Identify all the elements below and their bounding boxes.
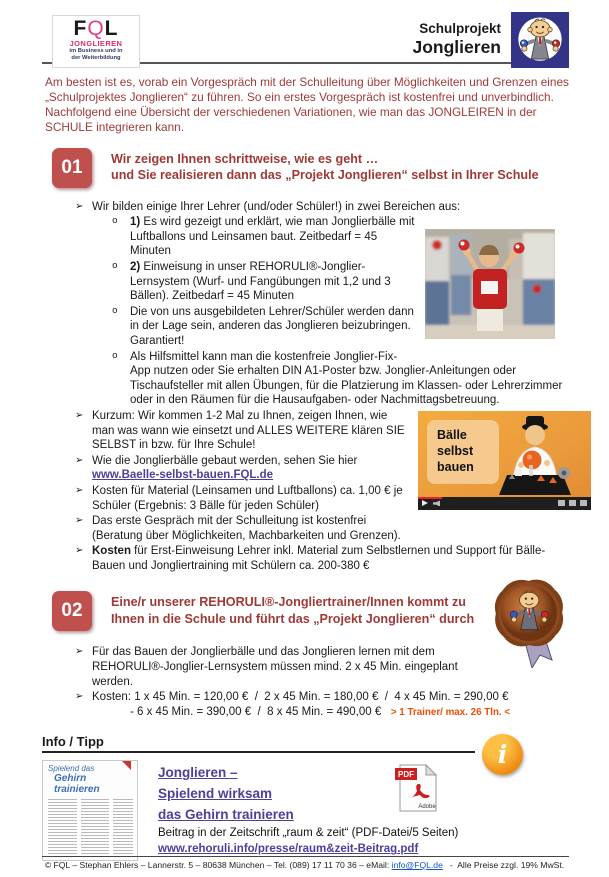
section-1-number: 01	[52, 148, 92, 188]
arrow-bullet-icon: ➢	[75, 515, 84, 527]
svg-text:PDF: PDF	[398, 770, 414, 780]
list-item: ➢ Wie die Jonglierbälle gebaut werden, sehen Sie hier www.Baelle-selbst-bauen.FQL.de	[75, 454, 358, 482]
article-caption: Beitrag in der Zeitschrift „raum & zeit“ (PDF-Datei/5 Seiten)	[158, 827, 459, 840]
intro-paragraph: Am besten ist es, vorab ein Vorgespräch mit der Schulleitung über Möglichkeiten und Grenzen eines „Schulprojektes Jonglieren“ zu führen. So ein erstes Vorgespräch ist kostenfrei und unverbindlich. Nachfolgend eine Übersicht der verschiedenen Variationen, wie man das JONGLEIREN in der SCHULE integrieren kann.	[45, 75, 569, 134]
article-pdf-link[interactable]: www.rehoruli.info/presse/raum&zeit-Beitrag.pdf	[158, 843, 419, 856]
arrow-bullet-icon: ➢	[75, 484, 84, 496]
magazine-article-thumbnail: Spielend das Gehirn trainieren	[42, 760, 138, 861]
list-subitem: o 2) Einweisung in unser REHORULI®-Jonglier-Lernsystem (Wurf- und Fangübungen mit 1,2 und 3 Bällen). Zeitbedarf = 45 Minuten	[112, 260, 391, 303]
page-title-line2: Jonglieren	[412, 37, 501, 57]
list-item: ➢ Kosten: 1 x 45 Min. = 120,00 € / 2 x 45 Min. = 180,00 € / 4 x 45 Min. = 290,00 € - 6 x 45 Min. = 390,00 € / 8 x 45 Min. = 490,00 € > 1 Trainer/ max. 26 Tln. <	[75, 691, 511, 718]
trainer-note: > 1 Trainer/ max. 26 Tln. <	[390, 706, 511, 718]
list-item: ➢ Kosten für Material (Leinsamen und Luftballons) ca. 1,00 € je Schüler (Ergebnis: 3 Bälle für jeden Schüler)	[75, 484, 403, 512]
circle-bullet-icon: o	[112, 349, 118, 361]
section-2-title	[111, 594, 474, 627]
fql-logo	[52, 15, 140, 68]
fql-logo-subtitle1: im Business und in	[69, 48, 123, 54]
info-icon: i	[482, 734, 523, 775]
section-1-title-line1: Wir zeigen Ihnen schrittweise, wie es geht …	[111, 151, 379, 166]
thumbnail-decoration	[122, 761, 131, 770]
section-2-title-line2: Ihnen in die Schule und führt das „Projekt Jonglieren“ durch	[111, 611, 475, 626]
list-item: ➢ Kurzum: Wir kommen 1-2 Mal zu Ihnen, zeigen Ihnen, wie man was wann wie einsetzt und ALLES WEITERE klären SIE SELBST in bzw. für Ihre Schule!	[75, 409, 405, 452]
section-2-list	[45, 645, 568, 720]
header	[0, 0, 609, 60]
section-1-title-line2: und Sie realisieren dann das „Projekt Jonglieren“ selbst in Ihrer Schule	[111, 168, 539, 183]
list-item: ➢ Für das Bauen der Jonglierbälle und das Jonglieren lernen mit dem REHORULI®-Jonglier-Lernsystem müssen mind. 2 x 45 Min. eingeplant werden.	[75, 646, 458, 688]
fql-logo-letters: FQL	[73, 17, 119, 40]
section-2-title-line1: Eine/r unserer REHORULI®-Jongliertrainer/Innen kommt zu	[111, 595, 466, 610]
section-1-header	[52, 148, 569, 188]
circle-bullet-icon: o	[112, 304, 118, 316]
info-tipp-heading: Info / Tipp	[42, 734, 104, 750]
list-subitem: o Die von uns ausgebildeten Lehrer/Schüler werden dann in der Lage sein, anderen das Jonglieren beizubringen. Garantiert!	[112, 304, 414, 347]
arrow-bullet-icon: ➢	[75, 691, 84, 703]
arrow-bullet-icon: ➢	[75, 200, 84, 212]
article-link-line1[interactable]: Jonglieren –	[158, 765, 238, 781]
page-title-line1: Schulprojekt	[419, 21, 501, 36]
fql-logo-word: JONGLIEREN	[69, 39, 123, 48]
page-title	[413, 21, 502, 57]
article-link-line3[interactable]: das Gehirn trainieren	[158, 807, 294, 823]
fql-logo-subtitle2: der Weiterbildung	[71, 54, 121, 61]
info-tipp-section	[42, 734, 569, 861]
arrow-bullet-icon: ➢	[75, 409, 84, 421]
footer-divider	[42, 856, 569, 857]
fullscreen-icon[interactable]	[580, 500, 587, 506]
theater-mode-icon[interactable]	[569, 500, 576, 506]
arrow-bullet-icon: ➢	[75, 454, 84, 466]
list-item: ➢ Das erste Gespräch mit der Schulleitung ist kostenfrei (Beratung über Möglichkeiten, Machbarkeiten und Grenzen).	[75, 515, 401, 542]
list-subitem: o Als Hilfsmittel kann man die kostenfreie Jonglier-Fix-App nutzen oder Sie erhalten DIN A1-Poster bzw. Jonglier-Anleitungen oder Tischaufsteller mit allen Übungen, für die Platzierung im Klassen- oder Lehrerzimmer oder in den Räumen für die Hausaufgaben- oder Nachmittagsbetreuung.	[112, 349, 563, 407]
arrow-bullet-icon: ➢	[75, 646, 84, 658]
circle-bullet-icon: o	[112, 260, 118, 271]
pdf-icon[interactable]	[394, 764, 438, 812]
juggler-badge-icon	[511, 12, 569, 68]
section-1-title	[111, 151, 539, 184]
section-1-list	[45, 200, 568, 574]
article-link-line2[interactable]: Spielend wirksam	[158, 786, 273, 802]
circle-bullet-icon: o	[112, 215, 118, 227]
email-link[interactable]: info@FQL.de	[391, 860, 443, 870]
footer: © FQL – Stephan Ehlers – Lannerstr. 5 – 80638 München – Tel. (089) 17 11 70 36 – eMail: info@FQL.de - Alle Preise zzgl. 19% MwSt.	[44, 860, 565, 870]
list-subitem: o 1) Es wird gezeigt und erklärt, wie man Jonglierbälle mit Luftballons und Leinsamen baut. Zeitbedarf = 45 Minuten	[112, 215, 415, 258]
list-item: ➢ Wir bilden einige Ihrer Lehrer (und/oder Schüler!) in zwei Bereichen aus:	[75, 200, 461, 213]
baelle-selbst-bauen-link[interactable]: www.Baelle-selbst-bauen.FQL.de	[92, 469, 274, 482]
svg-text:Adobe: Adobe	[418, 804, 436, 811]
section-2-number: 02	[52, 591, 92, 631]
video-title-card: Bälle selbst bauen	[427, 420, 499, 484]
list-item: ➢ Kosten für Erst-Einweisung Lehrer inkl. Material zum Selbstlernen und Support für Bälle-Bauen und Jongliertraining mit Schülern ca. 200-380 €	[75, 545, 546, 572]
info-tipp-divider	[42, 751, 475, 753]
arrow-bullet-icon: ➢	[75, 545, 84, 557]
